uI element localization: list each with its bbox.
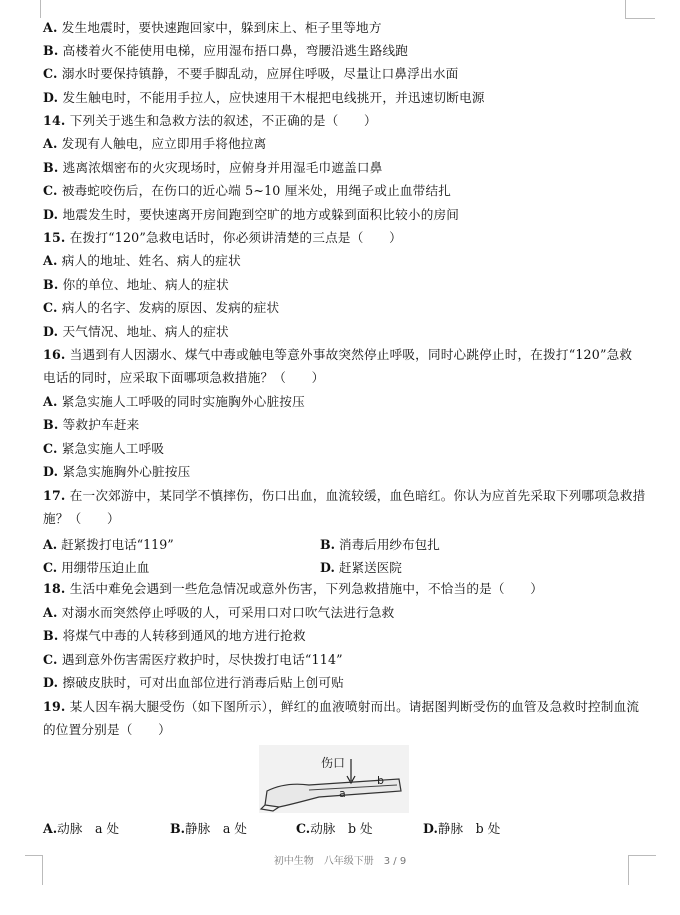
text-line [43,253,640,269]
text-line [43,43,640,59]
item-label: 17. [43,488,66,503]
item-label: A. [43,20,58,35]
text-line [43,183,640,199]
item-text: 发生地震时，要快速跑回家中，躲到床上、柜子里等地方 [61,20,382,35]
item-text: 紧急实施人工呼吸的同时实施胸外心脏按压 [61,394,305,409]
item-label: C. [43,652,58,667]
q17-option-a: A. 赶紧拨打电话“119” [43,537,174,552]
item-label: D. [43,675,59,690]
text-line [43,511,640,527]
item-label: B. [43,417,59,432]
text-line [43,20,640,36]
item-text: 紧急实施人工呼吸 [61,441,165,456]
item-label: A. [43,394,58,409]
item-label: D. [43,464,59,479]
text-line [43,370,640,386]
item-text: 电话的同时，应采取下面哪项急救措施？（ ） [43,370,325,385]
text-line [43,113,640,129]
text-line [43,699,640,715]
item-text: 在拨打“120”急救电话时，你必须讲清楚的三点是（ ） [69,230,402,245]
item-label: B. [43,160,59,175]
item-label: 19. [43,699,66,714]
text-line [43,277,640,293]
text-line [43,628,640,644]
item-text: 溺水时要保持镇静，不要手脚乱动，应屏住呼吸，尽量让口鼻浮出水面 [61,66,459,81]
item-text: 地震发生时，要快速离开房间跑到空旷的地方或躲到面积比较小的房间 [62,207,460,222]
item-label: C. [43,441,58,456]
q17-option-c: C. 用绷带压迫止血 [43,560,150,575]
item-label: A. [43,136,58,151]
item-text: 某人因车祸大腿受伤（如下图所示），鲜红的血液喷射而出。请据图判断受伤的血管及急救时控制血流 [69,699,640,714]
item-text: 将煤气中毒的人转移到通风的地方进行抢救 [62,628,306,643]
item-label: B. [43,628,59,643]
text-line [43,324,640,340]
text-line [43,488,646,504]
item-text: 病人的地址、姓名、病人的症状 [61,253,241,268]
q19-option-a: A.动脉 a 处 [43,821,120,836]
item-text: 等救护车赶来 [62,417,140,432]
leg-wound-figure [259,745,409,813]
item-label: 18. [43,581,66,596]
text-line [43,207,640,223]
leg-illustration [259,745,409,813]
text-line [43,652,640,668]
text-line [43,441,640,457]
point-a-label: a [339,787,346,800]
item-text: 对溺水而突然停止呼吸的人，可采用口对口吹气法进行急救 [61,605,395,620]
item-text: 当遇到有人因溺水、煤气中毒或触电等意外事故突然停止呼吸，同时心跳停止时，在拨打“120”急救 [69,347,633,362]
text-line [43,722,640,738]
item-text: 下列关于逃生和急救方法的叙述，不正确的是（ ） [69,113,377,128]
text-line [43,90,640,106]
text-line [43,581,640,597]
text-line [43,300,640,316]
item-label: B. [43,43,59,58]
item-label: A. [43,605,58,620]
crop-mark [625,0,626,18]
q19-option-d: D.静脉 b 处 [423,821,501,836]
item-text: 发生触电时，不能用手拉人，应快速用干木棍把电线挑开，并迅速切断电源 [62,90,485,105]
q17-option-d: D. 赶紧送医院 [320,560,402,575]
item-text: 高楼着火不能使用电梯，应用湿布捂口鼻，弯腰沿逃生路线跑 [62,43,409,58]
text-line [43,230,640,246]
wound-label: 伤口 [321,756,346,770]
item-text: 的位置分别是（ ） [43,722,171,737]
item-text: 在一次郊游中，某同学不慎摔伤，伤口出血，血流较缓，血色暗红。你认为应首先采取下列哪项急救措 [69,488,646,503]
text-line [43,66,640,82]
item-label: D. [43,90,59,105]
item-label: C. [43,183,58,198]
text-line [43,417,640,433]
text-line [43,136,640,152]
text-line [43,347,640,363]
item-label: D. [43,324,59,339]
item-label: A. [43,253,58,268]
item-label: C. [43,66,58,81]
item-text: 擦破皮肤时，可对出血部位进行消毒后贴上创可贴 [62,675,344,690]
item-text: 遇到意外伤害需医疗救护时，尽快拨打电话“114” [61,652,343,667]
q19-option-c: C.动脉 b 处 [296,821,373,836]
crop-mark [40,0,41,18]
item-text: 发现有人触电，应立即用手将他拉离 [61,136,267,151]
item-text: 病人的名字、发病的原因、发病的症状 [61,300,280,315]
item-label: C. [43,300,58,315]
item-label: 16. [43,347,66,362]
item-text: 你的单位、地址、病人的症状 [62,277,229,292]
item-label: D. [43,207,59,222]
text-line [43,394,640,410]
item-label: B. [43,277,59,292]
crop-mark [625,18,655,19]
item-text: 生活中难免会遇到一些危急情况或意外伤害，下列急救措施中，不恰当的是（ ） [69,581,544,596]
text-line [43,160,640,176]
q17-option-b: B. 消毒后用纱布包扎 [320,537,440,552]
item-text: 施？（ ） [43,511,120,526]
point-b-label: b [377,774,384,787]
q19-option-b: B.静脉 a 处 [170,821,247,836]
text-line [43,464,640,480]
item-text: 被毒蛇咬伤后，在伤口的近心端 5~10 厘米处，用绳子或止血带结扎 [61,183,452,198]
item-label: 15. [43,230,66,245]
text-line [43,675,640,691]
item-text: 紧急实施胸外心脏按压 [62,464,191,479]
item-label: 14. [43,113,66,128]
item-text: 天气情况、地址、病人的症状 [62,324,229,339]
text-line [43,605,640,621]
item-text: 逃离浓烟密布的火灾现场时，应俯身并用湿毛巾遮盖口鼻 [62,160,383,175]
page-footer: 初中生物 八年级下册 3 / 9 [273,856,407,867]
